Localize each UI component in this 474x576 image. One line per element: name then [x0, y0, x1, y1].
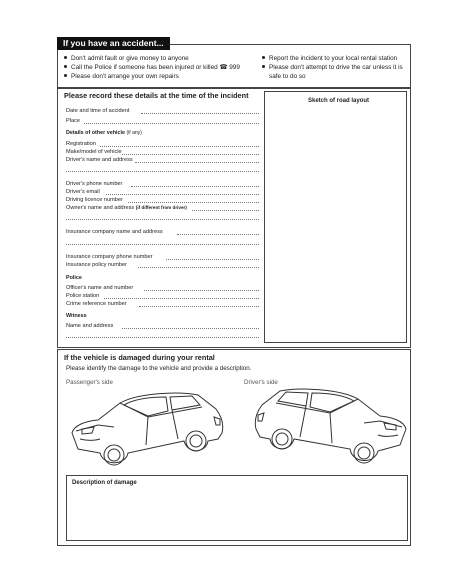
field-owner-line-2[interactable]: [66, 219, 259, 220]
accident-item-6: safe to do so: [269, 73, 306, 80]
field-policy-number-line[interactable]: [138, 267, 259, 268]
field-officer-label: Officer's name and number: [66, 285, 134, 291]
accident-item-1: Don't admit fault or give money to anyone: [64, 55, 189, 63]
field-insurance-phone-line[interactable]: [166, 259, 259, 260]
field-owner-label: Owner's name and address (if different from driver): [66, 205, 187, 211]
driver-side-label: Driver's side: [244, 379, 278, 386]
sketch-road-layout-area[interactable]: [264, 91, 407, 343]
field-driver-name-line[interactable]: [135, 162, 259, 163]
field-witness-name-line-2[interactable]: [66, 337, 259, 338]
field-police-station-line[interactable]: [104, 298, 259, 299]
field-registration-line[interactable]: [100, 146, 259, 147]
field-officer-line[interactable]: [144, 290, 259, 291]
police-title: Police: [66, 275, 82, 281]
sketch-title: Sketch of road layout: [308, 98, 370, 104]
description-title: Description of damage: [72, 480, 137, 486]
damage-title: If the vehicle is damaged during your rental: [64, 353, 215, 362]
field-driver-phone-label: Driver's phone number: [66, 181, 123, 187]
field-insurance-company-line-2[interactable]: [66, 244, 259, 245]
field-place-label: Place: [66, 118, 80, 124]
other-vehicle-title: Details of other vehicle (if any): [66, 130, 142, 136]
field-make-model-label: Make/model of vehicle: [66, 149, 122, 155]
field-driver-email-line[interactable]: [106, 194, 259, 195]
accident-item-2: Call the Police if someone has been injured or killed ☎ 999: [64, 64, 240, 72]
field-police-station-label: Police station: [66, 293, 100, 299]
field-date-time-line[interactable]: [141, 113, 259, 114]
accident-item-5: Please don't attempt to drive the car unless it is: [262, 64, 403, 72]
field-owner-line[interactable]: [192, 210, 259, 211]
field-witness-name-line[interactable]: [122, 328, 259, 329]
field-driver-phone-line[interactable]: [131, 186, 259, 187]
field-driver-name-label: Driver's name and address: [66, 157, 133, 163]
field-insurance-company-line[interactable]: [177, 234, 259, 235]
damage-instruction: Please identify the damage to the vehicle and provide a description.: [66, 365, 252, 372]
accident-item-3: Please don't arrange your own repairs: [64, 73, 179, 81]
field-policy-number-label: Insurance policy number: [66, 262, 127, 268]
car-driver-side-diagram[interactable]: [250, 383, 410, 471]
field-place-line[interactable]: [84, 123, 259, 124]
details-title: Please record these details at the time of the incident: [64, 91, 249, 100]
accident-title: If you have an accident...: [57, 37, 170, 50]
field-licence-line[interactable]: [128, 202, 259, 203]
field-registration-label: Registration: [66, 141, 96, 147]
field-crime-ref-line[interactable]: [139, 306, 259, 307]
field-insurance-phone-label: Insurance company phone number: [66, 254, 153, 260]
field-make-model-line[interactable]: [122, 154, 259, 155]
field-witness-name-label: Name and address: [66, 323, 114, 329]
field-date-time-label: Date and time of accident: [66, 108, 130, 114]
passenger-side-label: Passenger's side: [66, 379, 113, 386]
field-licence-label: Driving licence number: [66, 197, 123, 203]
field-crime-ref-label: Crime reference number: [66, 301, 127, 307]
accident-item-4: Report the incident to your local rental station: [262, 55, 397, 63]
field-driver-name-line-2[interactable]: [66, 171, 259, 172]
field-driver-email-label: Driver's email: [66, 189, 100, 195]
field-insurance-company-label: Insurance company name and address: [66, 229, 163, 235]
car-passenger-side-diagram[interactable]: [68, 383, 228, 471]
witness-title: Witness: [66, 313, 87, 319]
